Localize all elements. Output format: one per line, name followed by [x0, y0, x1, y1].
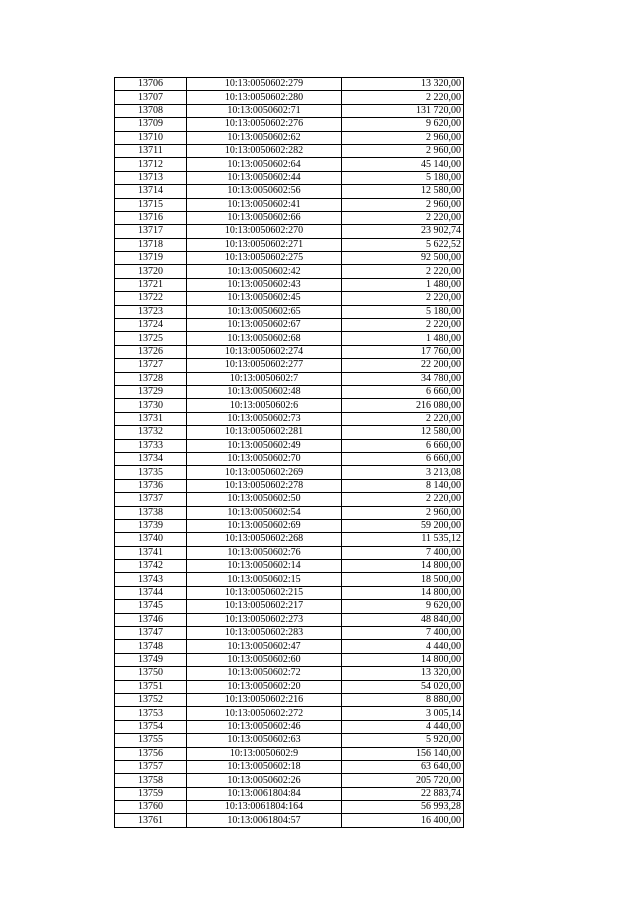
value-cell: 2 960,00: [342, 506, 464, 519]
table-row: [115, 653, 464, 666]
row-number-cell: 13708: [115, 104, 187, 117]
value-cell: 156 140,00: [342, 747, 464, 760]
table-row: [115, 131, 464, 144]
value-cell: 1 480,00: [342, 332, 464, 345]
row-number-cell: 13727: [115, 359, 187, 372]
cadastral-number-cell: 10:13:0050602:268: [187, 533, 342, 546]
row-number-cell: 13717: [115, 225, 187, 238]
table-row: [115, 814, 464, 827]
table-row: [115, 439, 464, 452]
row-number-cell: 13728: [115, 372, 187, 385]
table-row: [115, 787, 464, 800]
value-cell: 205 720,00: [342, 774, 464, 787]
table-row: [115, 158, 464, 171]
row-number-cell: 13754: [115, 720, 187, 733]
table-row: [115, 760, 464, 773]
cadastral-number-cell: 10:13:0050602:9: [187, 747, 342, 760]
value-cell: 3 213,08: [342, 466, 464, 479]
value-cell: 12 580,00: [342, 185, 464, 198]
row-number-cell: 13722: [115, 292, 187, 305]
row-number-cell: 13710: [115, 131, 187, 144]
table-row: [115, 385, 464, 398]
row-number-cell: 13729: [115, 385, 187, 398]
row-number-cell: 13714: [115, 185, 187, 198]
row-number-cell: 13761: [115, 814, 187, 827]
value-cell: 54 020,00: [342, 680, 464, 693]
value-cell: 2 960,00: [342, 198, 464, 211]
value-cell: 2 220,00: [342, 211, 464, 224]
table-row: [115, 278, 464, 291]
table-row: [115, 466, 464, 479]
cadastral-number-cell: 10:13:0050602:42: [187, 265, 342, 278]
cadastral-number-cell: 10:13:0050602:63: [187, 734, 342, 747]
table-row: [115, 452, 464, 465]
table-row: [115, 707, 464, 720]
cadastral-number-cell: 10:13:0050602:72: [187, 667, 342, 680]
value-cell: 8 880,00: [342, 693, 464, 706]
row-number-cell: 13730: [115, 399, 187, 412]
value-cell: 22 200,00: [342, 359, 464, 372]
row-number-cell: 13737: [115, 493, 187, 506]
table-row: [115, 627, 464, 640]
cadastral-number-cell: 10:13:0050602:282: [187, 144, 342, 157]
cadastral-number-cell: 10:13:0050602:44: [187, 171, 342, 184]
table-row: [115, 412, 464, 425]
cadastral-number-cell: 10:13:0050602:273: [187, 613, 342, 626]
table-row: [115, 586, 464, 599]
cadastral-number-cell: 10:13:0050602:283: [187, 627, 342, 640]
table-row: [115, 332, 464, 345]
table-row: [115, 693, 464, 706]
row-number-cell: 13734: [115, 452, 187, 465]
table-row: [115, 613, 464, 626]
cadastral-number-cell: 10:13:0050602:64: [187, 158, 342, 171]
value-cell: 3 005,14: [342, 707, 464, 720]
row-number-cell: 13752: [115, 693, 187, 706]
cadastral-number-cell: 10:13:0050602:6: [187, 399, 342, 412]
cadastral-number-cell: 10:13:0050602:60: [187, 653, 342, 666]
row-number-cell: 13747: [115, 627, 187, 640]
row-number-cell: 13715: [115, 198, 187, 211]
cadastral-number-cell: 10:13:0050602:280: [187, 91, 342, 104]
row-number-cell: 13735: [115, 466, 187, 479]
table-row: [115, 546, 464, 559]
value-cell: 14 800,00: [342, 586, 464, 599]
table-row: [115, 238, 464, 251]
value-cell: 12 580,00: [342, 426, 464, 439]
table-body: [115, 78, 464, 828]
value-cell: 16 400,00: [342, 814, 464, 827]
table-row: [115, 801, 464, 814]
value-cell: 92 500,00: [342, 252, 464, 265]
cadastral-number-cell: 10:13:0050602:274: [187, 345, 342, 358]
cadastral-number-cell: 10:13:0050602:215: [187, 586, 342, 599]
cadastral-number-cell: 10:13:0050602:73: [187, 412, 342, 425]
row-number-cell: 13736: [115, 479, 187, 492]
row-number-cell: 13751: [115, 680, 187, 693]
cadastral-number-cell: 10:13:0050602:56: [187, 185, 342, 198]
cadastral-number-cell: 10:13:0050602:216: [187, 693, 342, 706]
value-cell: 48 840,00: [342, 613, 464, 626]
table-row: [115, 91, 464, 104]
row-number-cell: 13742: [115, 560, 187, 573]
row-number-cell: 13726: [115, 345, 187, 358]
cadastral-number-cell: 10:13:0050602:54: [187, 506, 342, 519]
value-cell: 216 080,00: [342, 399, 464, 412]
row-number-cell: 13719: [115, 252, 187, 265]
value-cell: 2 960,00: [342, 131, 464, 144]
table-row: [115, 345, 464, 358]
row-number-cell: 13709: [115, 118, 187, 131]
value-cell: 9 620,00: [342, 118, 464, 131]
cadastral-number-cell: 10:13:0050602:48: [187, 385, 342, 398]
value-cell: 2 220,00: [342, 319, 464, 332]
value-cell: 9 620,00: [342, 600, 464, 613]
table-row: [115, 640, 464, 653]
table-row: [115, 506, 464, 519]
cadastral-number-cell: 10:13:0050602:271: [187, 238, 342, 251]
cadastral-number-cell: 10:13:0050602:62: [187, 131, 342, 144]
cadastral-value-table: [114, 77, 464, 828]
value-cell: 22 883,74: [342, 787, 464, 800]
value-cell: 7 400,00: [342, 627, 464, 640]
row-number-cell: 13731: [115, 412, 187, 425]
cadastral-number-cell: 10:13:0050602:18: [187, 760, 342, 773]
table-row: [115, 185, 464, 198]
cadastral-number-cell: 10:13:0050602:50: [187, 493, 342, 506]
value-cell: 1 480,00: [342, 278, 464, 291]
row-number-cell: 13743: [115, 573, 187, 586]
cadastral-number-cell: 10:13:0050602:65: [187, 305, 342, 318]
table-row: [115, 774, 464, 787]
value-cell: 8 140,00: [342, 479, 464, 492]
table-row: [115, 519, 464, 532]
table-row: [115, 667, 464, 680]
table-row: [115, 560, 464, 573]
cadastral-number-cell: 10:13:0050602:47: [187, 640, 342, 653]
table-row: [115, 292, 464, 305]
table-row: [115, 720, 464, 733]
row-number-cell: 13750: [115, 667, 187, 680]
cadastral-number-cell: 10:13:0050602:279: [187, 78, 342, 91]
table-row: [115, 747, 464, 760]
table-row: [115, 78, 464, 91]
table-row: [115, 734, 464, 747]
table-row: [115, 118, 464, 131]
value-cell: 5 180,00: [342, 171, 464, 184]
cadastral-number-cell: 10:13:0050602:49: [187, 439, 342, 452]
value-cell: 56 993,28: [342, 801, 464, 814]
cadastral-number-cell: 10:13:0050602:269: [187, 466, 342, 479]
table-row: [115, 479, 464, 492]
table-row: [115, 305, 464, 318]
table-row: [115, 252, 464, 265]
table-row: [115, 319, 464, 332]
table-row: [115, 372, 464, 385]
value-cell: 2 960,00: [342, 144, 464, 157]
row-number-cell: 13712: [115, 158, 187, 171]
value-cell: 2 220,00: [342, 493, 464, 506]
table-row: [115, 680, 464, 693]
cadastral-number-cell: 10:13:0050602:41: [187, 198, 342, 211]
row-number-cell: 13738: [115, 506, 187, 519]
value-cell: 2 220,00: [342, 412, 464, 425]
cadastral-number-cell: 10:13:0050602:277: [187, 359, 342, 372]
cadastral-number-cell: 10:13:0050602:217: [187, 600, 342, 613]
cadastral-number-cell: 10:13:0050602:45: [187, 292, 342, 305]
cadastral-number-cell: 10:13:0061804:84: [187, 787, 342, 800]
value-cell: 2 220,00: [342, 91, 464, 104]
cadastral-number-cell: 10:13:0061804:164: [187, 801, 342, 814]
cadastral-number-cell: 10:13:0050602:20: [187, 680, 342, 693]
value-cell: 11 535,12: [342, 533, 464, 546]
value-cell: 2 220,00: [342, 265, 464, 278]
value-cell: 13 320,00: [342, 667, 464, 680]
cadastral-number-cell: 10:13:0050602:43: [187, 278, 342, 291]
value-cell: 59 200,00: [342, 519, 464, 532]
row-number-cell: 13746: [115, 613, 187, 626]
table-row: [115, 600, 464, 613]
row-number-cell: 13758: [115, 774, 187, 787]
cadastral-number-cell: 10:13:0050602:276: [187, 118, 342, 131]
row-number-cell: 13745: [115, 600, 187, 613]
row-number-cell: 13716: [115, 211, 187, 224]
table-row: [115, 359, 464, 372]
cadastral-number-cell: 10:13:0050602:7: [187, 372, 342, 385]
table-row: [115, 265, 464, 278]
value-cell: 45 140,00: [342, 158, 464, 171]
value-cell: 14 800,00: [342, 560, 464, 573]
value-cell: 5 920,00: [342, 734, 464, 747]
cadastral-number-cell: 10:13:0050602:68: [187, 332, 342, 345]
cadastral-number-cell: 10:13:0050602:71: [187, 104, 342, 117]
table-row: [115, 493, 464, 506]
table-row: [115, 104, 464, 117]
value-cell: 6 660,00: [342, 452, 464, 465]
value-cell: 5 622,52: [342, 238, 464, 251]
row-number-cell: 13744: [115, 586, 187, 599]
row-number-cell: 13757: [115, 760, 187, 773]
value-cell: 7 400,00: [342, 546, 464, 559]
cadastral-number-cell: 10:13:0050602:278: [187, 479, 342, 492]
cadastral-number-cell: 10:13:0050602:281: [187, 426, 342, 439]
row-number-cell: 13749: [115, 653, 187, 666]
value-cell: 14 800,00: [342, 653, 464, 666]
table-row: [115, 225, 464, 238]
row-number-cell: 13732: [115, 426, 187, 439]
row-number-cell: 13706: [115, 78, 187, 91]
row-number-cell: 13759: [115, 787, 187, 800]
cadastral-number-cell: 10:13:0050602:14: [187, 560, 342, 573]
value-cell: 23 902,74: [342, 225, 464, 238]
row-number-cell: 13760: [115, 801, 187, 814]
value-cell: 6 660,00: [342, 385, 464, 398]
row-number-cell: 13741: [115, 546, 187, 559]
value-cell: 6 660,00: [342, 439, 464, 452]
table-row: [115, 533, 464, 546]
row-number-cell: 13721: [115, 278, 187, 291]
table-row: [115, 171, 464, 184]
row-number-cell: 13755: [115, 734, 187, 747]
value-cell: 17 760,00: [342, 345, 464, 358]
cadastral-number-cell: 10:13:0050602:270: [187, 225, 342, 238]
row-number-cell: 13713: [115, 171, 187, 184]
value-cell: 4 440,00: [342, 720, 464, 733]
row-number-cell: 13740: [115, 533, 187, 546]
row-number-cell: 13733: [115, 439, 187, 452]
row-number-cell: 13753: [115, 707, 187, 720]
row-number-cell: 13748: [115, 640, 187, 653]
row-number-cell: 13723: [115, 305, 187, 318]
table-row: [115, 426, 464, 439]
cadastral-number-cell: 10:13:0050602:15: [187, 573, 342, 586]
value-cell: 5 180,00: [342, 305, 464, 318]
cadastral-number-cell: 10:13:0050602:46: [187, 720, 342, 733]
table-row: [115, 399, 464, 412]
value-cell: 131 720,00: [342, 104, 464, 117]
row-number-cell: 13720: [115, 265, 187, 278]
value-cell: 63 640,00: [342, 760, 464, 773]
table-row: [115, 144, 464, 157]
table-row: [115, 198, 464, 211]
row-number-cell: 13739: [115, 519, 187, 532]
cadastral-number-cell: 10:13:0050602:67: [187, 319, 342, 332]
row-number-cell: 13711: [115, 144, 187, 157]
cadastral-number-cell: 10:13:0050602:66: [187, 211, 342, 224]
row-number-cell: 13718: [115, 238, 187, 251]
cadastral-number-cell: 10:13:0050602:272: [187, 707, 342, 720]
value-cell: 18 500,00: [342, 573, 464, 586]
value-cell: 2 220,00: [342, 292, 464, 305]
cadastral-number-cell: 10:13:0050602:26: [187, 774, 342, 787]
cadastral-number-cell: 10:13:0050602:275: [187, 252, 342, 265]
cadastral-number-cell: 10:13:0050602:69: [187, 519, 342, 532]
value-cell: 4 440,00: [342, 640, 464, 653]
row-number-cell: 13724: [115, 319, 187, 332]
cadastral-number-cell: 10:13:0050602:70: [187, 452, 342, 465]
row-number-cell: 13725: [115, 332, 187, 345]
row-number-cell: 13756: [115, 747, 187, 760]
value-cell: 34 780,00: [342, 372, 464, 385]
row-number-cell: 13707: [115, 91, 187, 104]
cadastral-number-cell: 10:13:0050602:76: [187, 546, 342, 559]
table-row: [115, 211, 464, 224]
cadastral-number-cell: 10:13:0061804:57: [187, 814, 342, 827]
table-row: [115, 573, 464, 586]
value-cell: 13 320,00: [342, 78, 464, 91]
